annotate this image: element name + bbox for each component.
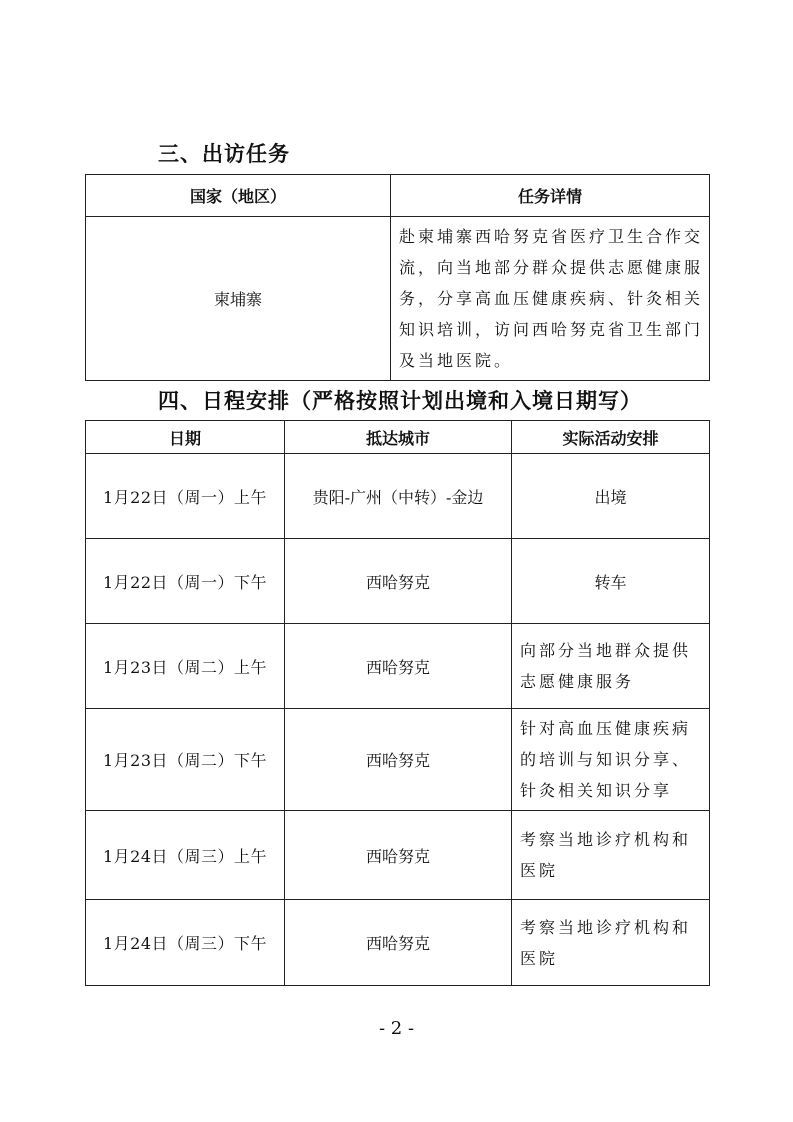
city-cell: 西哈努克 [285,709,512,811]
table-row [86,811,710,900]
table-row [86,454,710,539]
activity-cell: 考察当地诊疗机构和医院 [512,900,710,986]
city-cell: 西哈努克 [285,624,512,709]
table-row [86,709,710,811]
schedule-table [85,420,710,986]
date-cell: 1月23日（周二）下午 [86,709,285,811]
date-cell: 1月22日（周一）下午 [86,539,285,624]
table-row [86,900,710,986]
header-details: 任务详情 [391,175,710,217]
date-cell: 1月24日（周三）下午 [86,900,285,986]
section-3-heading: 三、出访任务 [158,142,290,166]
mission-header-row [86,175,710,217]
city-cell: 西哈努克 [285,811,512,900]
city-cell: 贵阳-广州（中转）-金边 [285,454,512,539]
header-activity: 实际活动安排 [512,421,710,454]
header-date: 日期 [86,421,285,454]
activity-cell: 转车 [512,539,710,624]
activity-cell: 针对高血压健康疾病的培训与知识分享、针灸相关知识分享 [512,709,710,811]
header-city: 抵达城市 [285,421,512,454]
header-country: 国家（地区） [86,175,391,217]
activity-cell: 出境 [512,454,710,539]
activity-cell: 考察当地诊疗机构和医院 [512,811,710,900]
mission-table [85,174,710,381]
table-row [86,539,710,624]
activity-cell: 向部分当地群众提供志愿健康服务 [512,624,710,709]
city-cell: 西哈努克 [285,900,512,986]
date-cell: 1月22日（周一）上午 [86,454,285,539]
country-cell: 柬埔寨 [86,217,391,381]
table-row [86,624,710,709]
section-4-heading: 四、日程安排（严格按照计划出境和入境日期写） [158,389,642,413]
details-cell: 赴柬埔寨西哈努克省医疗卫生合作交流，向当地部分群众提供志愿健康服务，分享高血压健康疾病、针灸相关知识培训，访问西哈努克省卫生部门及当地医院。 [391,217,710,381]
schedule-header-row [86,421,710,454]
mission-row [86,217,710,381]
page-number: - 2 - [378,1018,415,1039]
date-cell: 1月23日（周二）上午 [86,624,285,709]
date-cell: 1月24日（周三）上午 [86,811,285,900]
city-cell: 西哈努克 [285,539,512,624]
